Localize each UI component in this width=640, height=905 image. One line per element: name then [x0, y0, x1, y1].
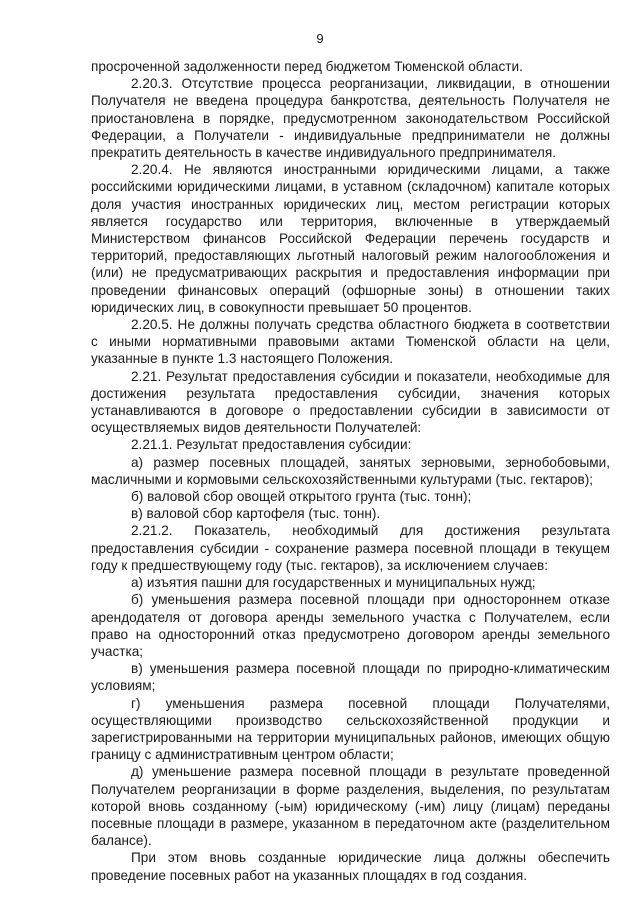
exception-item-v: в) уменьшения размера посевной площади по природно-климатическим условиям; — [91, 661, 610, 694]
document-body — [91, 58, 610, 884]
list-item-b: б) валовой сбор овощей открытого грунта (тыс. тонн); — [131, 489, 472, 505]
exception-item-d: д) уменьшение размера посевной площади в результате проведенной Получателем реорганизации в форме разделения, выделения, по результатам которой вновь созданному (-ым) юридическому (-им) лицу (лицам) переданы посевные площади в размере, указанном в передаточном акте (разделительном балансе). — [91, 764, 610, 849]
paragraph-2-21-1: 2.21.1. Результат предоставления субсидии: — [131, 437, 412, 453]
paragraph-continuation: просроченной задолженности перед бюджетом Тюменской области. — [91, 59, 523, 74]
exception-item-g: г) уменьшения размера посевной площади Получателями, осуществляющими производство сельскохозяйственной продукции и зарегистрированными на территории муниципальных районов, имеющих общую границу с административным центром области; — [91, 695, 610, 763]
list-item-v: в) валовой сбор картофеля (тыс. тонн). — [131, 506, 381, 522]
paragraph-2-20-4: 2.20.4. Не являются иностранными юридическими лицами, а также российскими юридическими лицами, в уставном (складочном) капитале которых доля участия иностранных юридических лиц, местом регистрации которых является государство или территория, включенные в утверждаемый Министерством финансов Российской Федерации перечень государств и территорий, предоставляющих льготный налоговый режим налогообложения и (или) не предусматривающих раскрытия и предоставления информации при проведении финансовых операций (офшорные зоны) в отношении таких юридических лиц, в совокупности превышает 50 процентов. — [91, 162, 610, 315]
paragraph-2-20-3: 2.20.3. Отсутствие процесса реорганизации, ликвидации, в отношении Получателя не введена процедура банкротства, деятельность Получателя не приостановлена в порядке, предусмотренном законодательством Российской Федерации, а Получатели - индивидуальные предприниматели не должны прекратить деятельность в качестве индивидуального предпринимателя. — [91, 76, 610, 161]
exception-item-a: а) изъятия пашни для государственных и муниципальных нужд; — [131, 575, 536, 591]
list-item-a: а) размер посевных площадей, занятых зерновыми, зернобобовыми, масличными и кормовыми сельскохозяйственными культурами (тыс. гектаров); — [91, 454, 610, 487]
exception-item-b: б) уменьшения размера посевной площади при одностороннем отказе арендодателя от договора аренды земельного участка с Получателем, если право на односторонний отказ предусмотрено договором аренды земельного участка; — [91, 592, 610, 659]
page-number: 9 — [316, 31, 324, 46]
closing-paragraph: При этом вновь созданные юридические лица должны обеспечить проведение посевных работ на указанных площадях в год создания. — [91, 850, 610, 883]
paragraph-2-21: 2.21. Результат предоставления субсидии и показатели, необходимые для достижения результата предоставления субсидии, значения которых устанавливаются в договоре о предоставлении субсидии в зависимости от осуществляемых видов деятельности Получателей: — [91, 368, 610, 436]
paragraph-2-20-5: 2.20.5. Не должны получать средства областного бюджета в соответствии с иными нормативными правовыми актами Тюменской области на цели, указанные в пункте 1.3 настоящего Положения. — [91, 317, 610, 367]
paragraph-2-21-2: 2.21.2. Показатель, необходимый для достижения результата предоставления субсидии - сохранение размера посевной площади в текущем году к предшествующему году (тыс. гектаров), за исключением случаев: — [91, 523, 610, 573]
